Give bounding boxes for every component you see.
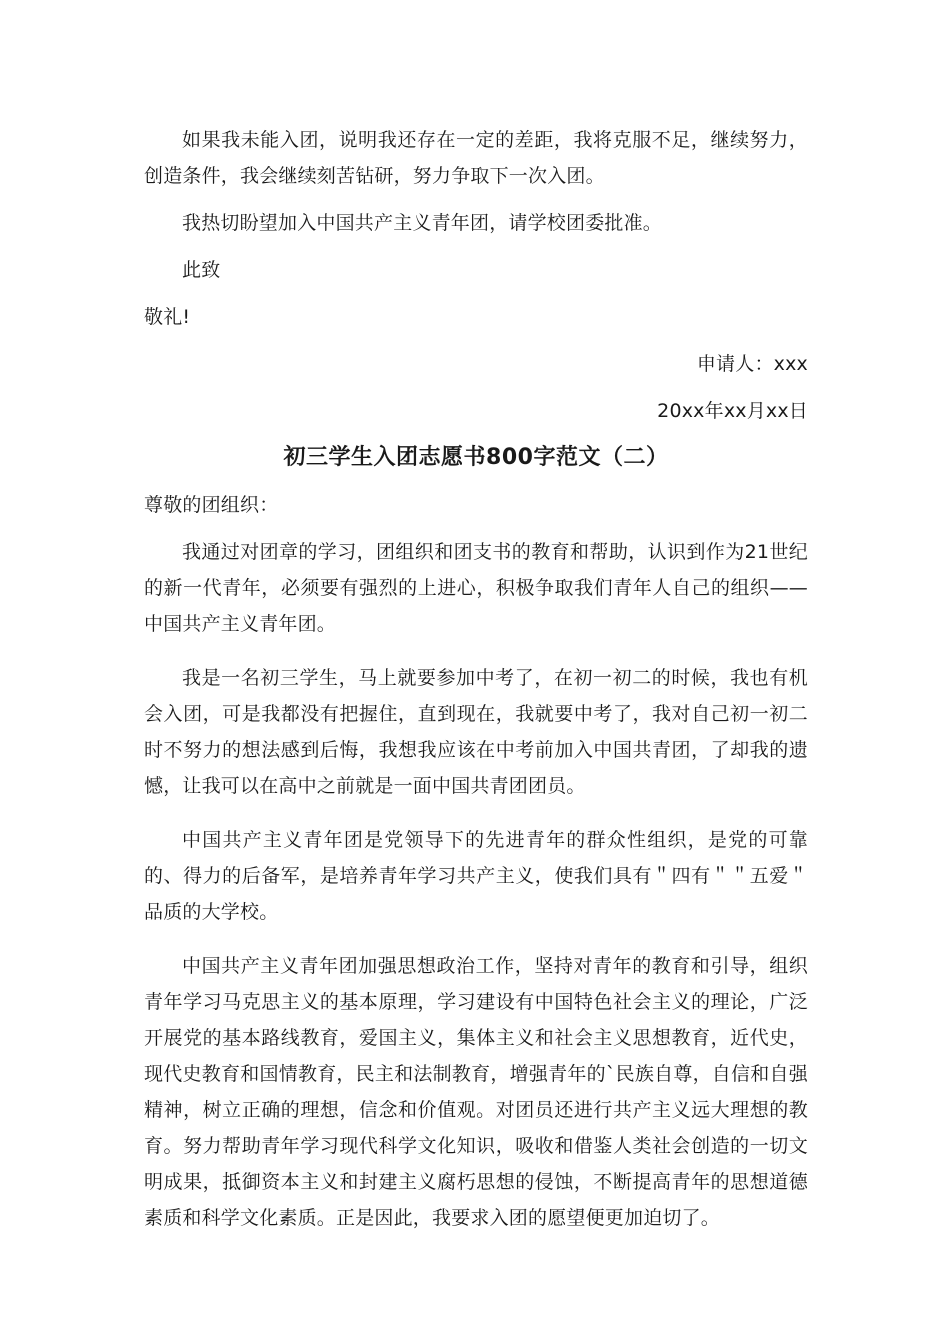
paragraph-league-work: 中国共产主义青年团加强思想政治工作，坚持对青年的教育和引导，组织青年学习马克思主义的基本原理，学习建设有中国特色社会主义的理论，广泛开展党的基本路线教育，爱国主义，集体主义和社会主义思想教育，近代史，现代史教育和国情教育，民主和法制教育，增强青年的`民族自尊，自信和自强精神，树立正确的理想，信念和价值观。对团员还进行共产主义远大理想的教育。努力帮助青年学习现代科学文化知识，吸收和借鉴人类社会创造的一切文明成果，抵御资本主义和封建主义腐朽思想的侵蚀，不断提高青年的思想道德素质和科学文化素质。正是因此，我要求入团的愿望便更加迫切了。 (144, 955, 808, 1229)
paragraph-not-admitted: 如果我未能入团，说明我还存在一定的差距，我将克服不足，继续努力，创造条件，我会继续刻苦钻研，努力争取下一次入团。 (144, 129, 808, 187)
closing-phrase: 此致 (182, 259, 221, 281)
paragraph-personal-story: 我是一名初三学生，马上就要参加中考了，在初一初二的时候，我也有机会入团，可是我都没有把握住，直到现在，我就要中考了，我对自己初一初二时不努力的想法感到后悔，我想我应该在中考前加入中国共青团，了却我的遗憾，让我可以在高中之前就是一面中国共青团团员。 (144, 667, 808, 797)
paragraph-league-definition: 中国共产主义青年团是党领导下的先进青年的群众性组织，是党的可靠的、得力的后备军，是培养青年学习共产主义，使我们具有＂四有＂＂五爱＂品质的大学校。 (144, 829, 808, 923)
section-title: 初三学生入团志愿书800字范文（二） (283, 445, 669, 470)
greeting: 尊敬的团组织： (144, 494, 279, 516)
paragraph-request-approval: 我热切盼望加入中国共产主义青年团，请学校团委批准。 (182, 212, 663, 234)
paragraph-study-charter: 我通过对团章的学习，团组织和团支书的教育和帮助，认识到作为21世纪的新一代青年，必须要有强烈的上进心，积极争取我们青年人自己的组织——中国共产主义青年团。 (144, 541, 808, 635)
document-body (144, 122, 808, 1236)
salutation: 敬礼! (144, 306, 191, 328)
applicant-signature: 申请人：xxx (696, 353, 808, 375)
date-line: 20xx年xx月xx日 (657, 400, 808, 422)
